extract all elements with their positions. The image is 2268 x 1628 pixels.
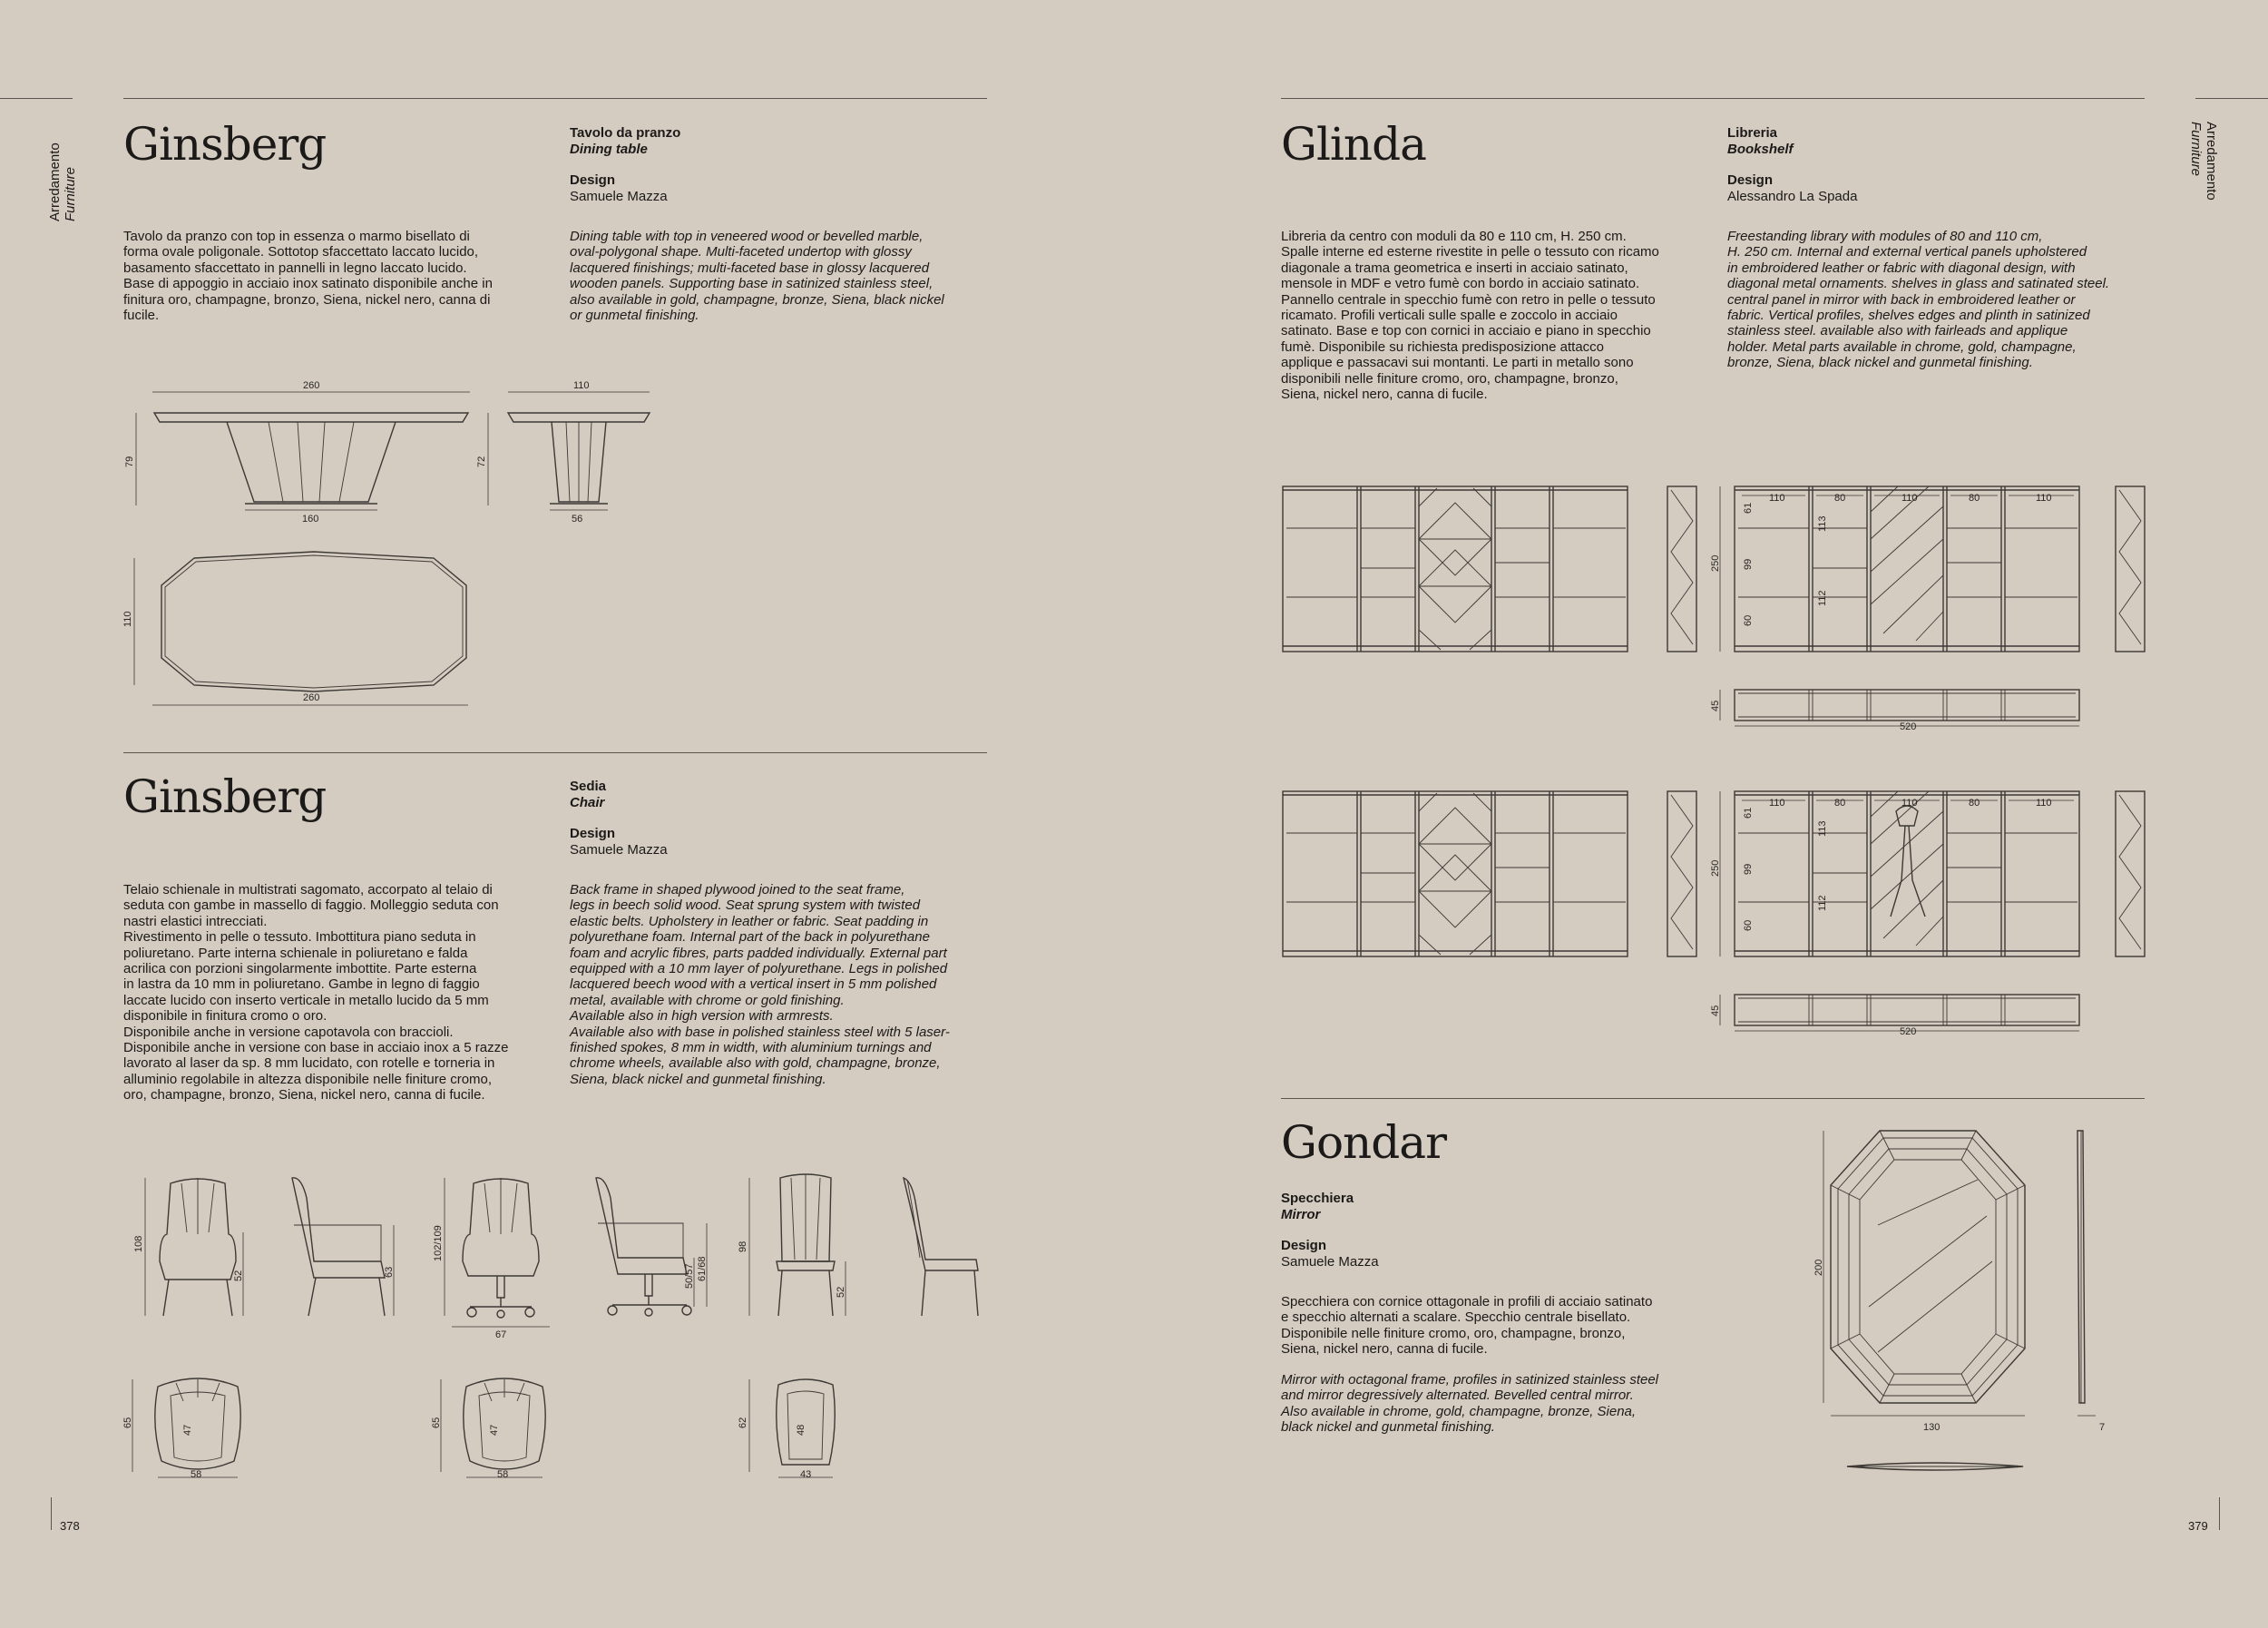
description-it: Tavolo da pranzo con top in essenza o marmo bisellato di forma ovale poligonale. Sottotop sfaccettato laccato lucido, basamento sfaccettato in pannelli in legno laccato lucido. Base di appoggio in acciaio inox satinato disponibile anche in finitura oro, champagne, bronzo, Siena, nickel nero, canna di fucile.: [123, 229, 493, 324]
chair-plan-swivel: [431, 1370, 561, 1488]
top-rule-right-margin: [2195, 98, 2268, 99]
dim-chair-a-arm: 63: [384, 1266, 395, 1278]
top-rule-right: [1281, 98, 2145, 99]
product-type-it: Specchiera: [1281, 1191, 1354, 1206]
designer-name: Samuele Mazza: [570, 842, 668, 858]
dim-chair-b-seat: 50/57: [684, 1263, 695, 1289]
description-en: Dining table with top in veneered wood or bevelled marble, oval-polygonal shape. Multi-faceted undertop with glossy lacquered finishings; multi-faceted base in glossy lacquered wooden panels. Supporting base in satinized stainless steel, also available in gold, champagne, bronze, Siena, black nickel or gunmetal finishing.: [570, 229, 944, 324]
dim-mirror-depth: 7: [2099, 1422, 2106, 1433]
product-meta-glinda: [1727, 125, 1857, 205]
chair-front-swivel: [434, 1171, 570, 1343]
table-top-plan: [118, 549, 499, 712]
dim-shelf-1: 61: [1743, 502, 1754, 514]
design-label: Design: [570, 172, 616, 188]
mid-rule-left: [123, 752, 987, 753]
dim-chair-b-width: 67: [495, 1329, 507, 1340]
bookshelf-front-a: [1281, 485, 1629, 653]
dim-shelf-3: 60: [1743, 919, 1754, 931]
design-label: Design: [570, 826, 616, 841]
dim-chair-a-height: 108: [133, 1235, 144, 1252]
description-it: Telaio schienale in multistrati sagomato, accorpato al telaio di seduta con gambe in massello di faggio. Molleggio seduta con nastri elastici intrecciati. Rivestimento in pelle o tessuto. Imbottitura piano seduta in poliuretano. Parte interna schienale in poliuretano e falda acrilica con porzioni singolarmente imbottite. Parte esterna in lastra da 10 mm in poliuretano. Gambe in legno di faggio laccate lucido con inserto verticale in metallo lucido da 5 mm disponibile in finitura cromo o oro. Disponibile anche in versione capotavola con braccioli. Disponibile anche in versione con base in acciaio inox a 5 razze lavorato al laser da sp. 8 mm lucidato, con rotelle e torneria in alluminio regolabile in altezza disponibile nelle finiture cromo, oro, champagne, bronzo, Siena, nickel nero, canna di fucile.: [123, 882, 509, 1103]
designer-name: Samuele Mazza: [570, 189, 668, 204]
dim-plan-c-depth: 62: [738, 1417, 748, 1428]
dim-plan-c-width: 43: [800, 1469, 812, 1480]
chair-side-dining: [889, 1171, 989, 1325]
page-number-right: 379: [2188, 1519, 2208, 1533]
chair-front-dining: [735, 1171, 853, 1325]
dim-module-3: 110: [1901, 493, 1918, 504]
dim-center-2: 112: [1817, 895, 1828, 911]
bookshelf-side-a: [1666, 485, 1698, 653]
mid-rule-right: [1281, 1098, 2145, 1099]
product-type-en: Mirror: [1281, 1207, 1321, 1222]
dim-module-3: 110: [1901, 798, 1918, 809]
dim-mirror-width: 130: [1923, 1422, 1941, 1433]
mirror-top-plan: [1842, 1457, 2028, 1476]
dim-front-base: 160: [302, 514, 319, 525]
dim-plan-c-inner: 48: [796, 1424, 807, 1436]
bookshelf-plan-b: [1706, 789, 2087, 958]
dim-width: 520: [1900, 1026, 1917, 1037]
dim-chair-c-height: 98: [738, 1241, 748, 1252]
product-type-en: Bookshelf: [1727, 142, 1794, 157]
section-label-it: Arredamento: [2204, 122, 2219, 201]
product-type-en: Chair: [570, 795, 605, 810]
dim-module-1: 110: [1769, 493, 1785, 504]
bookshelf-side-b2: [2114, 789, 2146, 958]
product-title-ginsberg-chair: Ginsberg: [123, 770, 327, 823]
product-title-gondar: Gondar: [1281, 1116, 1446, 1169]
dim-shelf-3: 60: [1743, 614, 1754, 626]
dim-height: 250: [1710, 554, 1721, 572]
bookshelf-plan-a: [1706, 485, 2087, 653]
top-rule-left: [123, 98, 987, 99]
product-meta-gondar: [1281, 1191, 1379, 1270]
chair-plan-armchair: [122, 1370, 254, 1488]
dim-top-width: 260: [303, 692, 320, 703]
dim-chair-a-seat: 52: [233, 1270, 244, 1281]
mirror-front-elevation: [1814, 1125, 2041, 1443]
dim-module-4: 80: [1969, 798, 1980, 809]
dim-center-1: 113: [1817, 820, 1828, 837]
bookshelf-side-b: [1666, 789, 1698, 958]
chair-plan-dining: [735, 1370, 853, 1488]
product-meta-ginsberg-chair: [570, 779, 668, 858]
dim-plan-b-inner: 47: [489, 1424, 500, 1436]
dim-plan-a-width: 58: [191, 1469, 202, 1480]
product-type-en: Dining table: [570, 142, 648, 157]
description-it: Libreria da centro con moduli da 80 e 110 cm, H. 250 cm. Spalle interne ed esterne rivestite in pelle o tessuto con ricamo diagonale a trama geometrica e inserti in acciaio satinato, mensole in MDF e vetro fumè con bordo in acciaio satinato. Pannello centrale in specchio fumè con retro in pelle o tessuto ricamato. Profili verticali sulle spalle e zoccolo in acciaio satinato. Base e top con cornici in acciaio e piano in specchio fumè. Disponibile su richiesta predisposizione attacco applique e passacavi sui montanti. Le parti in metallo sono disponibili nelle finiture cromo, oro, champagne, bronzo, Siena, nickel nero, canna di fucile.: [1281, 229, 1659, 403]
dim-shelf-1: 61: [1743, 807, 1754, 819]
section-label-right: [2188, 122, 2219, 221]
bookshelf-top-b: [1706, 993, 2087, 1038]
designer-name: Alessandro La Spada: [1727, 189, 1858, 204]
bookshelf-front-b: [1281, 789, 1629, 958]
dim-side-height: 72: [476, 456, 487, 467]
dim-mirror-height: 200: [1813, 1259, 1824, 1276]
page-number-left: 378: [60, 1519, 80, 1533]
mirror-side-elevation: [2074, 1125, 2110, 1443]
dim-chair-c-seat: 52: [836, 1286, 846, 1298]
dim-front-width: 260: [303, 380, 320, 391]
product-title-glinda: Glinda: [1281, 118, 1426, 171]
dim-center-1: 113: [1817, 515, 1828, 532]
section-label-en: Furniture: [2188, 122, 2204, 177]
section-label-left: [47, 122, 78, 221]
dim-shelf-2: 99: [1743, 558, 1754, 570]
design-label: Design: [1281, 1238, 1327, 1253]
chair-side-armchair: [281, 1171, 408, 1325]
bookshelf-top-a: [1706, 688, 2087, 733]
dim-height: 250: [1710, 859, 1721, 877]
dim-module-1: 110: [1769, 798, 1785, 809]
product-title-ginsberg-table: Ginsberg: [123, 118, 327, 171]
description-en: Mirror with octagonal frame, profiles in satinized stainless steel and mirror degressively alternated. Bevelled central mirror. Also available in chrome, gold, champagne, bronze, Siena, black nickel and gunmetal finishing.: [1281, 1372, 1659, 1436]
dim-module-5: 110: [2036, 798, 2052, 809]
dim-chair-b-height: 102/109: [433, 1225, 444, 1261]
product-type-it: Tavolo da pranzo: [570, 125, 681, 141]
dim-module-5: 110: [2036, 493, 2052, 504]
chair-front-armchair: [127, 1171, 263, 1325]
product-type-it: Libreria: [1727, 125, 1778, 141]
dim-module-2: 80: [1834, 798, 1846, 809]
product-type-it: Sedia: [570, 779, 607, 794]
dim-plan-a-inner: 47: [182, 1424, 193, 1436]
description-it: Specchiera con cornice ottagonale in profili di acciaio satinato e specchio alternati a scalare. Specchio centrale bisellato. Disponibile nelle finiture cromo, oro, champagne, bronzo, Siena, nickel nero, canna di fucile.: [1281, 1294, 1653, 1358]
product-meta-ginsberg-table: [570, 125, 680, 205]
dim-module-2: 80: [1834, 493, 1846, 504]
chair-side-swivel: [585, 1171, 721, 1334]
dim-plan-b-width: 58: [497, 1469, 509, 1480]
section-label-it: Arredamento: [47, 142, 63, 221]
dim-side-base: 56: [572, 514, 583, 525]
page-mark-right: [2219, 1497, 2220, 1530]
description-en: Freestanding library with modules of 80 and 110 cm, H. 250 cm. Internal and external vertical panels upholstered in embroidered leather or fabric with diagonal design, with diagonal metal ornaments. shelves in glass and satinated steel. central panel in mirror with back in embroidered leather or fabric. Vertical profiles, shelves edges and plinth in satinized stainless steel. available also with fairleads and applique holder. Metal parts available in chrome, gold, champagne, bronze, Siena, black nickel and gunmetal finishing.: [1727, 229, 2110, 371]
description-en: Back frame in shaped plywood joined to the seat frame, legs in beech solid wood. Seat sprung system with twisted elastic belts. Upholstery in leather or fabric. Seat padding in polyurethane foam. Internal part of the back in polyurethane foam and acrylic fibres, parts padded individually. External part equipped with a 10 mm layer of polyurethane. Legs in polished lacquered beech wood with a vertical insert in 5 mm polished metal, available with chrome or gold finishing. Available also in high version with armrests. Available also with base in polished stainless steel with 5 laser- finished spokes, 8 mm in width, with aluminium turnings and chrome wheels, available also with gold, champagne, bronze, Siena, black nickel and gunmetal finishing.: [570, 882, 950, 1087]
section-label-en: Furniture: [63, 166, 78, 221]
table-front-elevation: [118, 377, 481, 525]
bookshelf-side-a2: [2114, 485, 2146, 653]
dim-side-width: 110: [573, 380, 590, 391]
top-rule-left-margin: [0, 98, 73, 99]
designer-name: Samuele Mazza: [1281, 1254, 1379, 1270]
dim-chair-b-arm: 61/68: [697, 1256, 708, 1281]
dim-plan-a-depth: 65: [122, 1417, 133, 1428]
dim-center-2: 112: [1817, 590, 1828, 606]
dim-top-depth: 110: [122, 611, 133, 627]
dim-width: 520: [1900, 721, 1917, 732]
dim-depth: 45: [1710, 1005, 1721, 1016]
dim-plan-b-depth: 65: [431, 1417, 442, 1428]
design-label: Design: [1727, 172, 1774, 188]
page-mark-left: [51, 1497, 52, 1530]
dim-front-height: 79: [124, 456, 135, 467]
dim-depth: 45: [1710, 700, 1721, 711]
dim-module-4: 80: [1969, 493, 1980, 504]
dim-shelf-2: 99: [1743, 863, 1754, 875]
table-side-elevation: [472, 377, 662, 525]
